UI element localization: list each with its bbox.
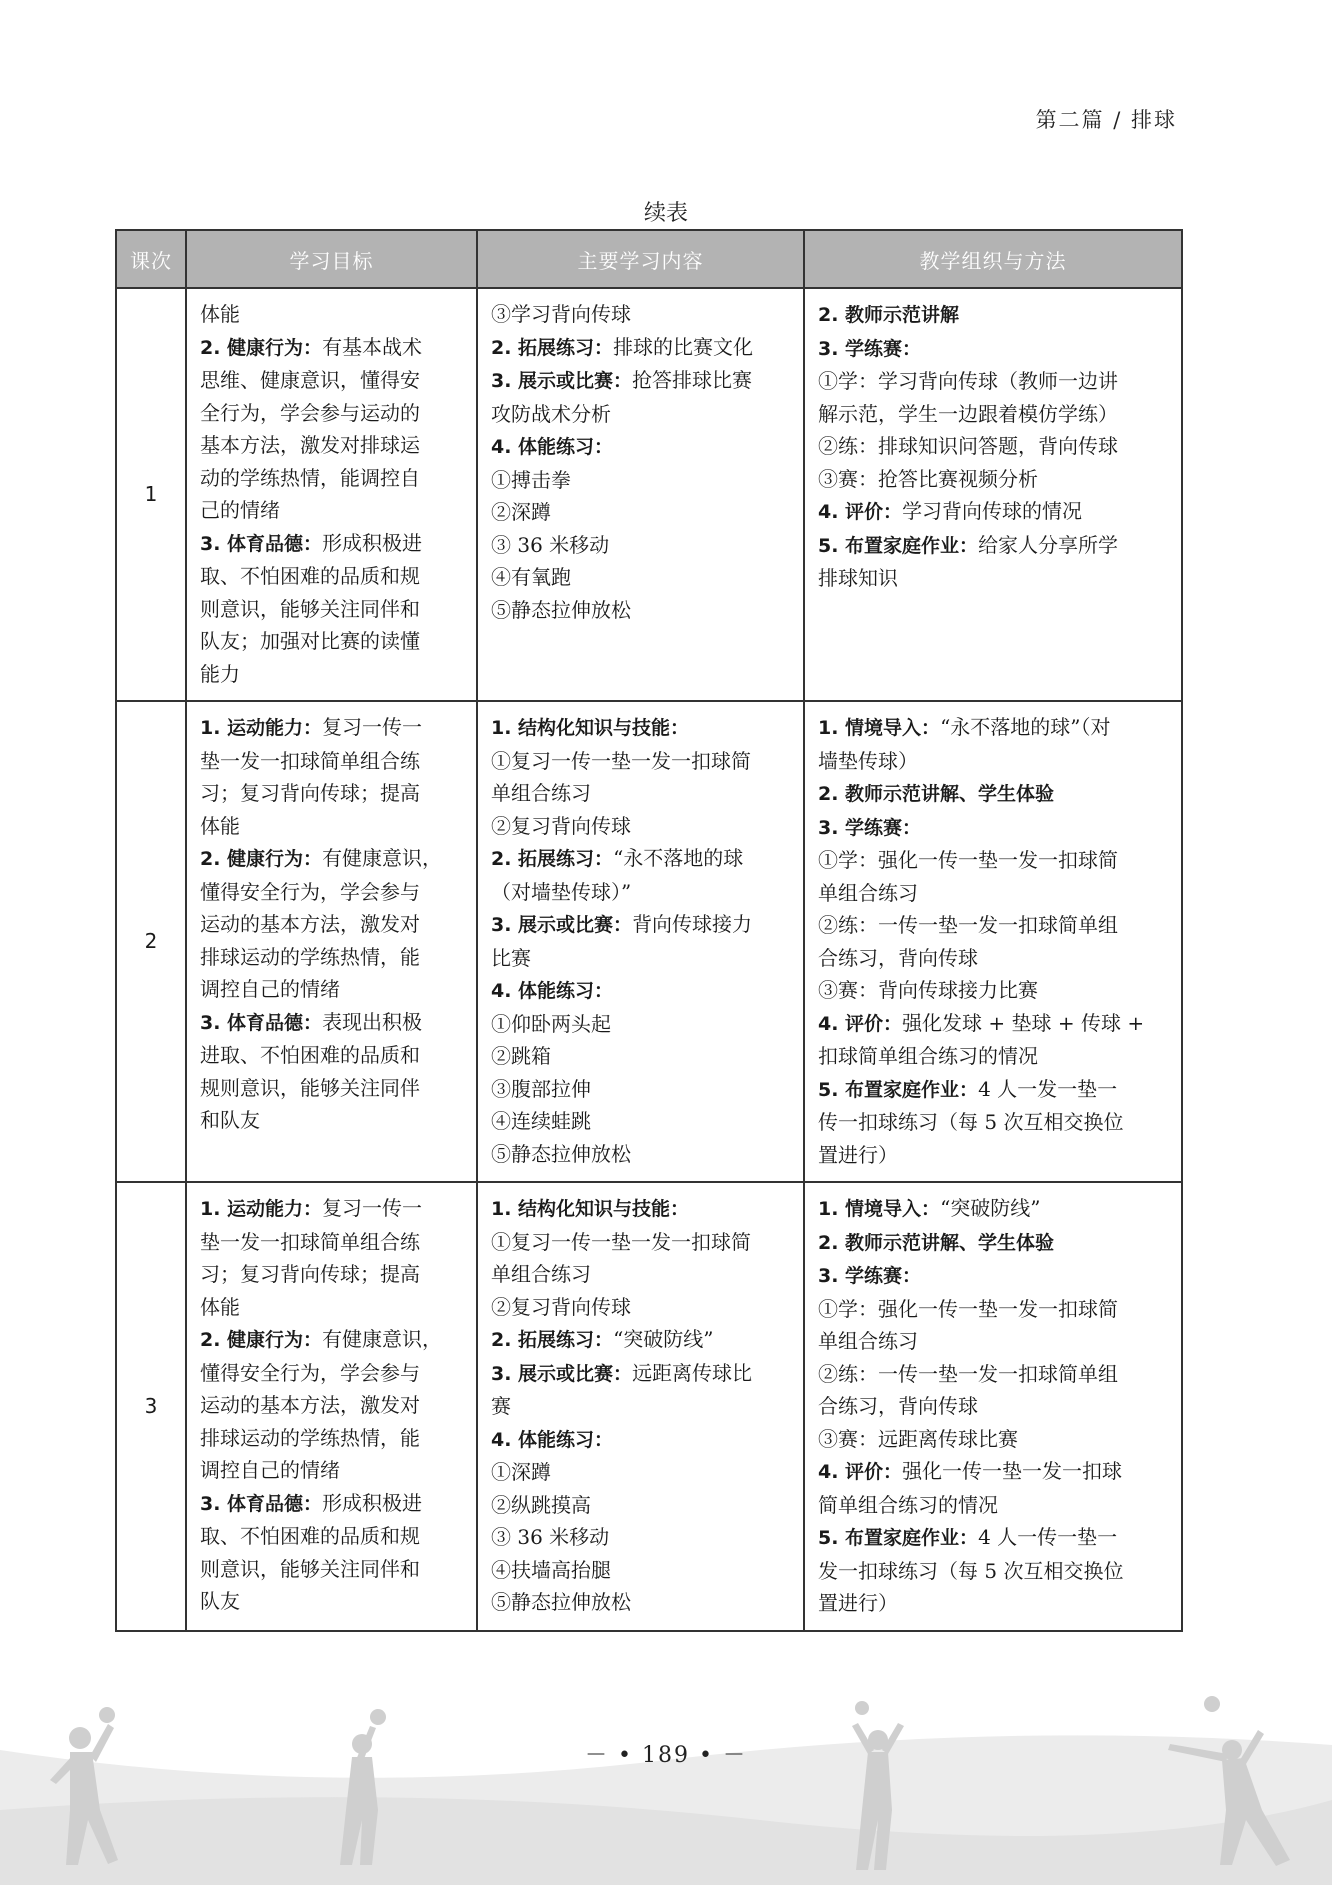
column-header: 教学组织与方法 bbox=[804, 230, 1182, 288]
cell-line bbox=[491, 331, 793, 365]
line-text: （对墙垫传球）” bbox=[491, 879, 632, 904]
cell-line bbox=[491, 561, 793, 594]
cell-line bbox=[200, 711, 466, 745]
cell-line bbox=[818, 1521, 1171, 1555]
line-text: 队友 bbox=[200, 1589, 240, 1613]
cell-line bbox=[491, 876, 793, 909]
cell-line bbox=[818, 1259, 1171, 1293]
cell-line bbox=[818, 1007, 1171, 1041]
line-text: 思维、健康意识，懂得安 bbox=[200, 368, 420, 392]
line-label: 3. 展示或比赛： bbox=[491, 370, 633, 392]
line-text: 运动的基本方法，激发对 bbox=[200, 912, 420, 936]
cell-line bbox=[200, 876, 466, 909]
line-text: 排球知识 bbox=[818, 566, 898, 590]
line-text: 有基本战术 bbox=[322, 334, 423, 359]
cell-line bbox=[491, 1323, 793, 1357]
line-text: 复习一传一 bbox=[322, 715, 423, 739]
line-text: 形成积极进 bbox=[322, 530, 423, 555]
cell-line bbox=[200, 397, 466, 430]
cell-line bbox=[200, 745, 466, 778]
lesson-plan-table bbox=[115, 229, 1183, 1632]
cell-line bbox=[491, 1521, 793, 1554]
line-text: 强化发球 + 垫球 + 传球 + bbox=[902, 1010, 1145, 1035]
line-text: ③赛：远距离传球比赛 bbox=[818, 1426, 1018, 1451]
line-text: ①仰卧两头起 bbox=[491, 1011, 611, 1036]
line-label: 3. 学练赛： bbox=[818, 337, 922, 360]
cell-line bbox=[818, 811, 1171, 845]
cell-line bbox=[491, 1423, 793, 1457]
line-text: 懂得安全行为，学会参与 bbox=[200, 1360, 420, 1385]
line-text: 合练习，背向传球 bbox=[818, 1394, 978, 1418]
line-text: ①搏击拳 bbox=[491, 467, 571, 492]
cell-line bbox=[491, 777, 793, 810]
line-text: ⑤静态拉伸放松 bbox=[491, 1590, 631, 1614]
cell-line bbox=[818, 1040, 1171, 1073]
line-text: 墙垫传球） bbox=[818, 748, 918, 773]
line-text: 单组合练习 bbox=[818, 880, 918, 905]
line-label: 2. 教师示范讲解 bbox=[818, 304, 960, 326]
line-text: 取、不怕困难的品质和规 bbox=[200, 564, 420, 588]
line-text: “突破防线” bbox=[940, 1196, 1041, 1220]
cell-line bbox=[818, 1226, 1171, 1260]
cell-line bbox=[491, 464, 793, 497]
cell-line bbox=[491, 1554, 793, 1587]
table-header-row bbox=[116, 230, 1182, 288]
line-label: 2. 教师示范讲解、学生体验 bbox=[818, 1231, 1055, 1254]
line-text: ③ 36 米移动 bbox=[491, 532, 610, 557]
cell-line bbox=[818, 1455, 1171, 1489]
cell-line bbox=[491, 594, 793, 627]
cell-line bbox=[818, 877, 1171, 910]
line-text: ②练：一传一垫一发一扣球简单组 bbox=[818, 1361, 1118, 1386]
cell-line bbox=[200, 364, 466, 397]
cell-line bbox=[200, 1291, 466, 1324]
cell-line bbox=[491, 1105, 793, 1138]
line-text: 体能 bbox=[200, 302, 240, 326]
line-text: 懂得安全行为，学会参与 bbox=[200, 879, 420, 904]
line-text: 队友；加强对比赛的读懂 bbox=[200, 629, 420, 653]
line-text: ①学：强化一传一垫一发一扣球简 bbox=[818, 1296, 1118, 1321]
line-text: 运动的基本方法，激发对 bbox=[200, 1393, 420, 1417]
line-text: 有健康意识， bbox=[322, 1327, 443, 1351]
cell-line bbox=[491, 529, 793, 562]
line-label: 2. 拓展练习： bbox=[491, 336, 614, 359]
line-text: ③学习背向传球 bbox=[491, 302, 631, 326]
line-text: 则意识，能够关注同伴和 bbox=[200, 1556, 420, 1581]
line-text: 己的情绪 bbox=[200, 498, 280, 522]
cell-line bbox=[491, 1192, 793, 1226]
cell-line bbox=[818, 1106, 1171, 1139]
line-text: 垫一发一扣球简单组合练 bbox=[200, 748, 420, 773]
cell-line bbox=[491, 398, 793, 431]
line-text: ②练：一传一垫一发一扣球简单组 bbox=[818, 913, 1118, 937]
cell-line bbox=[818, 562, 1171, 595]
line-label: 2. 健康行为： bbox=[200, 848, 323, 870]
methods-cell bbox=[804, 701, 1182, 1182]
cell-line bbox=[491, 745, 793, 778]
cell-line bbox=[200, 1487, 466, 1521]
cell-line bbox=[818, 1423, 1171, 1456]
line-text: ②复习背向传球 bbox=[491, 813, 631, 838]
line-label: 5. 布置家庭作业： bbox=[818, 1078, 979, 1101]
line-label: 3. 学练赛： bbox=[818, 816, 922, 839]
line-text: ③赛：抢答比赛视频分析 bbox=[818, 466, 1038, 491]
column-header: 主要学习内容 bbox=[477, 230, 804, 288]
cell-line bbox=[200, 1553, 466, 1586]
line-text: 和队友 bbox=[200, 1108, 260, 1132]
cell-line bbox=[200, 298, 466, 331]
line-text: 排球的比赛文化 bbox=[613, 334, 754, 359]
cell-line bbox=[491, 942, 793, 975]
line-text: 有健康意识， bbox=[322, 846, 443, 870]
cell-line bbox=[200, 1226, 466, 1259]
cell-line bbox=[818, 1293, 1171, 1326]
line-text: 形成积极进 bbox=[322, 1490, 423, 1515]
line-label: 4. 评价： bbox=[818, 501, 903, 523]
line-text: 比赛 bbox=[491, 945, 531, 970]
line-text: 体能 bbox=[200, 813, 240, 838]
line-label: 4. 体能练习： bbox=[491, 1428, 614, 1451]
running-header: 第二篇 / 排球 bbox=[1035, 108, 1177, 132]
line-text: ②纵跳摸高 bbox=[491, 1492, 591, 1517]
cell-line bbox=[491, 1226, 793, 1259]
line-text: 攻防战术分析 bbox=[491, 401, 611, 426]
cell-line bbox=[200, 908, 466, 941]
cell-line bbox=[200, 527, 466, 561]
cell-line bbox=[818, 495, 1171, 529]
cell-line bbox=[818, 1139, 1171, 1172]
line-text: 置进行） bbox=[818, 1591, 898, 1615]
cell-line bbox=[200, 331, 466, 365]
line-label: 2. 健康行为： bbox=[200, 1329, 323, 1351]
cell-line bbox=[491, 430, 793, 464]
cell-line bbox=[200, 1585, 466, 1618]
line-text: 取、不怕困难的品质和规 bbox=[200, 1524, 420, 1548]
cell-line bbox=[818, 1587, 1171, 1620]
line-label: 1. 情境导入： bbox=[818, 717, 941, 739]
line-label: 3. 体育品德： bbox=[200, 1492, 323, 1515]
line-text: “永不落地的球”（对 bbox=[940, 715, 1111, 739]
cell-line bbox=[818, 777, 1171, 811]
methods-cell bbox=[804, 288, 1182, 701]
line-label: 3. 展示或比赛： bbox=[491, 1362, 633, 1385]
line-text: 调控自己的情绪 bbox=[200, 1458, 340, 1482]
column-header: 学习目标 bbox=[186, 230, 477, 288]
cell-line bbox=[818, 974, 1171, 1007]
cell-line bbox=[491, 1258, 793, 1291]
cell-line bbox=[200, 1072, 466, 1105]
line-text: 强化一传一垫一发一扣球 bbox=[902, 1459, 1123, 1483]
line-text: 背向传球接力 bbox=[632, 912, 753, 936]
line-text: 扣球简单组合练习的情况 bbox=[818, 1044, 1038, 1068]
line-text: ⑤静态拉伸放松 bbox=[491, 1141, 631, 1166]
line-text: 4 人一传一垫一 bbox=[978, 1525, 1118, 1549]
line-text: ③赛：背向传球接力比赛 bbox=[818, 978, 1038, 1002]
cell-line bbox=[818, 365, 1171, 398]
cell-line bbox=[818, 332, 1171, 366]
cell-line bbox=[200, 1258, 466, 1291]
line-text: 动的学练热情，能调控自 bbox=[200, 465, 420, 490]
lesson-number-cell: 2 bbox=[116, 701, 186, 1182]
cell-line bbox=[491, 1456, 793, 1489]
line-label: 2. 教师示范讲解、学生体验 bbox=[818, 783, 1055, 805]
cell-line bbox=[200, 494, 466, 527]
methods-cell bbox=[804, 1182, 1182, 1631]
line-text: 4 人一发一垫一 bbox=[978, 1076, 1118, 1101]
line-text: 基本方法，激发对排球运 bbox=[200, 433, 420, 457]
line-text: 简单组合练习的情况 bbox=[818, 1492, 998, 1517]
cell-line bbox=[818, 529, 1171, 563]
line-label: 4. 体能练习： bbox=[491, 436, 614, 458]
line-text: ②练：排球知识问答题，背向传球 bbox=[818, 434, 1118, 458]
line-text: 远距离传球比 bbox=[632, 1360, 753, 1385]
goals-cell bbox=[186, 1182, 477, 1631]
cell-line bbox=[491, 1586, 793, 1619]
line-text: ①学：学习背向传球（教师一边讲 bbox=[818, 369, 1118, 393]
cell-line bbox=[200, 1323, 466, 1357]
cell-line bbox=[491, 1073, 793, 1106]
cell-line bbox=[491, 974, 793, 1008]
cell-line bbox=[818, 398, 1171, 431]
cell-line bbox=[491, 1291, 793, 1324]
cell-line bbox=[818, 1325, 1171, 1358]
line-text: 表现出积极 bbox=[322, 1009, 423, 1034]
line-text: 习；复习背向传球；提高 bbox=[200, 781, 420, 805]
cell-line bbox=[491, 1390, 793, 1423]
cell-line bbox=[491, 1008, 793, 1041]
line-label: 3. 体育品德： bbox=[200, 1011, 323, 1034]
cell-line bbox=[200, 973, 466, 1006]
cell-line bbox=[200, 429, 466, 462]
cell-line bbox=[200, 1454, 466, 1487]
line-text: 单组合练习 bbox=[818, 1329, 918, 1353]
line-label: 1. 结构化知识与技能： bbox=[491, 717, 690, 739]
line-label: 1. 运动能力： bbox=[200, 1198, 323, 1220]
cell-line bbox=[818, 1192, 1171, 1226]
goals-cell bbox=[186, 701, 477, 1182]
line-text: 体能 bbox=[200, 1294, 240, 1319]
cell-line bbox=[818, 745, 1171, 778]
table-row bbox=[116, 1182, 1182, 1631]
content-cell bbox=[477, 1182, 804, 1631]
line-label: 3. 体育品德： bbox=[200, 532, 323, 555]
line-label: 2. 拓展练习： bbox=[491, 848, 614, 870]
cell-line bbox=[818, 1358, 1171, 1391]
cell-line bbox=[200, 941, 466, 974]
cell-line bbox=[200, 1520, 466, 1553]
line-label: 1. 运动能力： bbox=[200, 717, 323, 739]
cell-line bbox=[818, 1489, 1171, 1522]
line-text: 单组合练习 bbox=[491, 781, 591, 805]
cell-line bbox=[818, 844, 1171, 877]
line-text: “永不落地的球 bbox=[613, 846, 744, 870]
cell-line bbox=[491, 810, 793, 843]
line-text: 规则意识，能够关注同伴 bbox=[200, 1075, 420, 1100]
line-text: 传一扣球练习（每 5 次互相交换位 bbox=[818, 1110, 1124, 1134]
cell-line bbox=[200, 560, 466, 593]
cell-line bbox=[818, 711, 1171, 745]
lesson-number-cell: 1 bbox=[116, 288, 186, 701]
line-text: 排球运动的学练热情，能 bbox=[200, 944, 420, 969]
cell-line bbox=[200, 1422, 466, 1455]
cell-line bbox=[200, 1039, 466, 1072]
line-text: 单组合练习 bbox=[491, 1262, 591, 1286]
line-text: 解示范，学生一边跟着模仿学练） bbox=[818, 401, 1118, 426]
line-label: 3. 学练赛： bbox=[818, 1265, 922, 1287]
cell-line bbox=[491, 496, 793, 529]
cell-line bbox=[200, 625, 466, 658]
line-text: 给家人分享所学 bbox=[978, 532, 1119, 557]
line-text: 置进行） bbox=[818, 1142, 898, 1167]
line-text: ③ 36 米移动 bbox=[491, 1525, 610, 1549]
cell-line bbox=[491, 711, 793, 745]
footer-volleyball-art bbox=[0, 1660, 1332, 1885]
line-text: 全行为，学会参与运动的 bbox=[200, 400, 420, 425]
line-text: ②跳箱 bbox=[491, 1044, 551, 1068]
cell-line bbox=[491, 364, 793, 398]
cell-line bbox=[200, 593, 466, 626]
line-text: “突破防线” bbox=[613, 1327, 714, 1351]
line-text: ②复习背向传球 bbox=[491, 1294, 631, 1319]
column-header: 课次 bbox=[116, 230, 186, 288]
line-label: 4. 评价： bbox=[818, 1012, 903, 1035]
cell-line bbox=[491, 1040, 793, 1073]
cell-line bbox=[200, 1389, 466, 1422]
line-label: 4. 评价： bbox=[818, 1461, 903, 1483]
line-text: 抢答排球比赛 bbox=[632, 368, 753, 392]
goals-cell bbox=[186, 288, 477, 701]
line-text: 能力 bbox=[200, 661, 240, 686]
line-text: 发一扣球练习（每 5 次互相交换位 bbox=[818, 1558, 1124, 1583]
line-text: 合练习，背向传球 bbox=[818, 945, 978, 970]
line-label: 1. 结构化知识与技能： bbox=[491, 1198, 690, 1220]
line-text: 习；复习背向传球；提高 bbox=[200, 1262, 420, 1286]
line-label: 3. 展示或比赛： bbox=[491, 914, 633, 936]
cell-line bbox=[200, 842, 466, 876]
cell-line bbox=[818, 1073, 1171, 1107]
cell-line bbox=[491, 298, 793, 331]
cell-line bbox=[200, 462, 466, 495]
page-number: － • 189 • － bbox=[585, 1743, 747, 1768]
line-text: 赛 bbox=[491, 1394, 511, 1418]
line-text: 调控自己的情绪 bbox=[200, 977, 340, 1001]
line-label: 5. 布置家庭作业： bbox=[818, 534, 979, 557]
content-cell bbox=[477, 701, 804, 1182]
line-label: 5. 布置家庭作业： bbox=[818, 1527, 979, 1549]
line-text: ①复习一传一垫一发一扣球简 bbox=[491, 1229, 751, 1254]
line-text: ④连续蛙跳 bbox=[491, 1109, 591, 1133]
line-text: 学习背向传球的情况 bbox=[902, 499, 1083, 523]
cell-line bbox=[491, 842, 793, 876]
line-label: 2. 健康行为： bbox=[200, 336, 323, 359]
cell-line bbox=[818, 430, 1171, 463]
cell-line bbox=[200, 1357, 466, 1390]
line-label: 2. 拓展练习： bbox=[491, 1329, 614, 1351]
line-text: ①深蹲 bbox=[491, 1460, 551, 1484]
table-row bbox=[116, 288, 1182, 701]
line-text: 垫一发一扣球简单组合练 bbox=[200, 1229, 420, 1254]
line-text: ③腹部拉伸 bbox=[491, 1076, 591, 1101]
cell-line bbox=[491, 1489, 793, 1522]
line-label: 1. 情境导入： bbox=[818, 1198, 941, 1220]
line-text: ④扶墙高抬腿 bbox=[491, 1557, 611, 1582]
lesson-number-cell: 3 bbox=[116, 1182, 186, 1631]
line-label: 4. 体能练习： bbox=[491, 980, 614, 1002]
cell-line bbox=[200, 658, 466, 691]
content-cell bbox=[477, 288, 804, 701]
table-caption: 续表 bbox=[643, 201, 688, 226]
line-text: 进取、不怕困难的品质和 bbox=[200, 1043, 420, 1067]
line-text: ①复习一传一垫一发一扣球简 bbox=[491, 748, 751, 773]
line-text: ⑤静态拉伸放松 bbox=[491, 597, 631, 622]
cell-line bbox=[818, 1555, 1171, 1588]
line-text: 则意识，能够关注同伴和 bbox=[200, 596, 420, 621]
table-row bbox=[116, 701, 1182, 1182]
cell-line bbox=[818, 463, 1171, 496]
line-text: ①学：强化一传一垫一发一扣球简 bbox=[818, 848, 1118, 872]
line-text: ④有氧跑 bbox=[491, 565, 571, 589]
cell-line bbox=[491, 1357, 793, 1391]
line-text: 排球运动的学练热情，能 bbox=[200, 1425, 420, 1450]
cell-line bbox=[818, 1390, 1171, 1423]
cell-line bbox=[818, 909, 1171, 942]
cell-line bbox=[200, 1192, 466, 1226]
cell-line bbox=[200, 810, 466, 843]
cell-line bbox=[200, 1104, 466, 1137]
line-text: 复习一传一 bbox=[322, 1196, 423, 1220]
cell-line bbox=[200, 1006, 466, 1040]
cell-line bbox=[491, 1138, 793, 1171]
cell-line bbox=[200, 777, 466, 810]
line-text: ②深蹲 bbox=[491, 500, 551, 524]
cell-line bbox=[491, 908, 793, 942]
cell-line bbox=[818, 298, 1171, 332]
cell-line bbox=[818, 942, 1171, 975]
